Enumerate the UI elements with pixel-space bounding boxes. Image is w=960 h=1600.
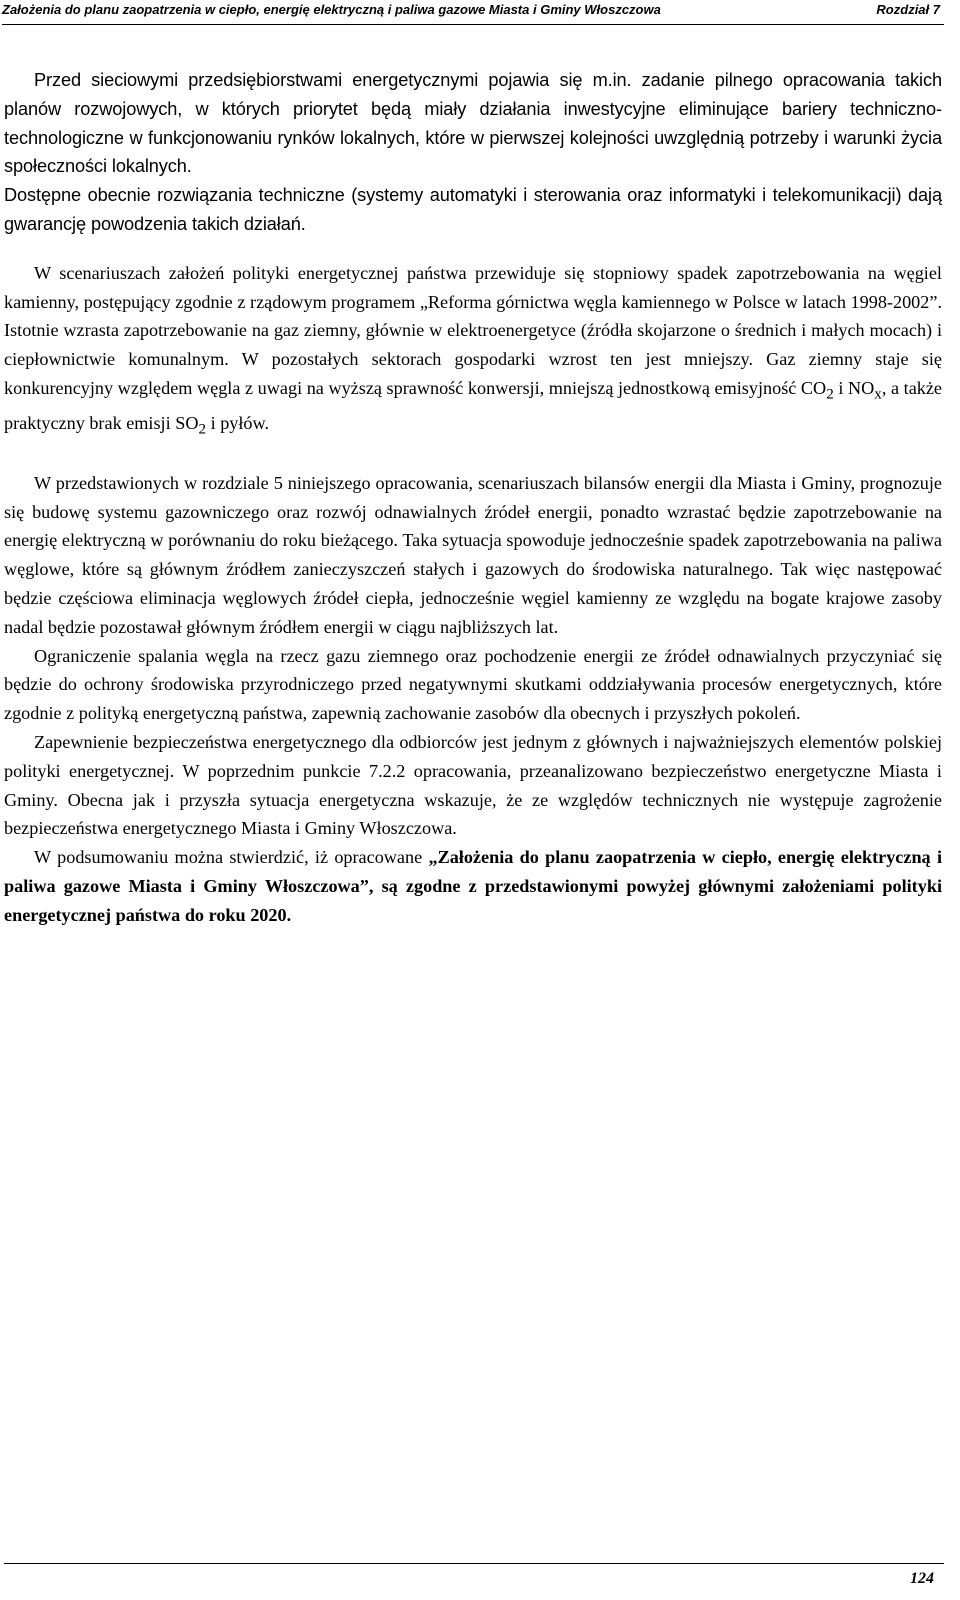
footer-divider: [4, 1563, 944, 1564]
page-header: [2, 0, 944, 25]
subscript-so2: 2: [198, 421, 207, 439]
paragraph-3-text-a: W scenariuszach założeń polityki energetycznej państwa przewiduje się stopniowy spadek zapotrzebowania na węgiel kamienny, postępujący zgodnie z rządowym programem „Reforma górnictwa węgla kamiennego w Polsce w latach 1998-2002”. Istotnie wzrasta zapotrzebowanie na gaz ziemny, głównie w elektroenergetyce (źródła skojarzone o średnich i małych mocach) i ciepłownictwie komunalnym. W pozostałych sektorach gospodarki wzrost ten jest mniejszy. Gaz ziemny staje się konkurencyjny względem węgla z uwagi na wyższą sprawność konwersji, mniejszą jednostkową emisyjność CO: [4, 262, 942, 398]
paragraph-3: [4, 259, 942, 445]
paragraph-6: Zapewnienie bezpieczeństwa energetycznego dla odbiorców jest jednym z głównych i najważniejszych elementów polskiej polityki energetycznej. W poprzednim punkcie 7.2.2 opracowania, przeanalizowano bezpieczeństwo energetyczne Miasta i Gminy. Obecna jak i przyszła sytuacja energetyczna wskazuje, że ze względów technicznych nie występuje zagrożenie bezpieczeństwa energetycznego Miasta i Gminy Włoszczowa.: [4, 732, 942, 839]
document-body: [4, 66, 942, 930]
paragraph-3-text-b: i NO: [833, 377, 875, 398]
subscript-nox: x: [874, 385, 882, 403]
paragraph-4: W przedstawionych w rozdziale 5 niniejszego opracowania, scenariuszach bilansów energii dla Miasta i Gminy, prognozuje się budowę systemu gazowniczego oraz rozwój odnawialnych źródeł energii, ponadto wzrastać będzie zapotrzebowanie na energię elektryczną w porównaniu do roku bieżącego. Taka sytuacja spowoduje jednocześnie spadek zapotrzebowania na paliwa węglowe, które są głównym źródłem zanieczyszczeń stałych i gazowych do środowiska naturalnego. Tak więc następować będzie częściowa eliminacja węglowych źródeł ciepła, jednocześnie węgiel kamienny ze względu na bogate krajowe zasoby nadal będzie pozostawał głównym źródłem energii w ciągu najbliższych lat.: [4, 472, 942, 637]
subscript-co2: 2: [826, 385, 834, 403]
paragraph-7-text: W podsumowaniu można stwierdzić, iż opracowane: [34, 847, 429, 868]
paragraph-2: Dostępne obecnie rozwiązania techniczne (systemy automatyki i sterowania oraz informatyki i telekomunikacji) dają gwarancję powodzenia takich działań.: [4, 185, 942, 234]
page-number: 124: [910, 1570, 934, 1587]
paragraph-7-bold: „Założenia do planu zaopatrzenia w ciepło, energię elektryczną i paliwa gazowe Miasta i Gminy Włoszczowa”, są zgodne z przedstawionymi powyżej głównymi założeniami polityki energetycznej państwa do roku 2020.: [4, 847, 942, 925]
document-title: Założenia do planu zaopatrzenia w ciepło, energię elektryczną i paliwa gazowe Miasta i Gminy Włoszczowa: [2, 2, 661, 17]
paragraph-1: Przed sieciowymi przedsiębiorstwami energetycznymi pojawia się m.in. zadanie pilnego opracowania takich planów rozwojowych, w których priorytet będą miały działania inwestycyjne eliminujące bariery techniczno-technologiczne w funkcjonowaniu rynków lokalnych, które w pierwszej kolejności uwzględnią potrzeby i warunki życia społeczności lokalnych.: [4, 70, 942, 177]
paragraph-5: Ograniczenie spalania węgla na rzecz gazu ziemnego oraz pochodzenie energii ze źródeł odnawialnych przyczyniać się będzie do ochrony środowiska przyrodniczego przed negatywnymi skutkami oddziaływania procesów energetycznych, które zgodnie z polityką energetyczną państwa, zapewnią zachowanie zasobów dla obecnych i przyszłych pokoleń.: [4, 645, 942, 724]
paragraph-3-text-d: i pyłów.: [206, 413, 270, 434]
paragraph-3-text-c: , a także praktyczny brak emisji SO: [4, 377, 943, 434]
paragraph-7: [4, 843, 942, 929]
chapter-label: Rozdział 7: [876, 2, 940, 17]
